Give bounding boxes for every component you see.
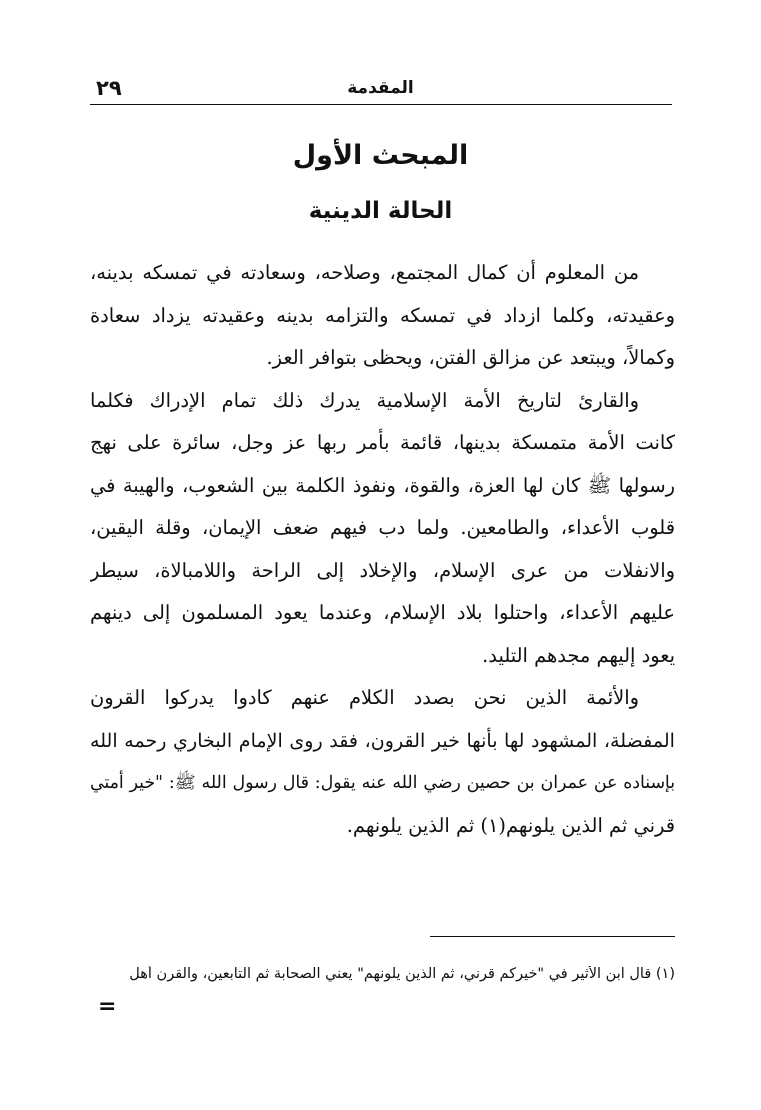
text-line: قرني ثم الذين يلونهم(١) ثم الذين يلونهم. [346,813,675,837]
paragraph-3 [90,677,675,847]
running-title: المقدمة [347,78,414,98]
page-header [90,72,671,106]
text-line: وكمالاً، ويبتعد عن مزالق الفتن، ويحظى بتوافر العز. [266,346,675,369]
text-line: المفضلة، المشهود لها بأنها خير القرون، فقد روى الإمام البخاري رحمه الله [90,728,675,752]
text-line: رسولها ﷺ كان لها العزة، والقوة، ونفوذ الكلمة بين الشعوب، والهيبة في [90,473,675,497]
footnote: (١) قال ابن الأثير في "خيركم قرني، ثم الذين يلونهم" يعني الصحابة ثم التابعين، والقرن أهل [129,966,675,982]
text-line: وعقيدته، وكلما ازداد في تمسكه والتزامه بدينه وعقيدته يزداد سعادة [90,303,675,327]
text-line: بإسناده عن عمران بن حصين رضي الله عنه يقول: قال رسول الله ﷺ: "خير أمتي [90,773,675,793]
text-line: كانت الأمة متمسكة بدينها، قائمة بأمر ربها عز وجل، سائرة على نهج [90,431,675,454]
text-line: عليهم الأعداء، واحتلوا بلاد الإسلام، وعندما يعود المسلمون إلى دينهم [90,601,675,624]
text-line: والقارئ لتاريخ الأمة الإسلامية يدرك ذلك تمام الإدراك فكلما [90,388,639,412]
text-line: من المعلوم أن كمال المجتمع، وصلاحه، وسعادته في تمسكه بدينه، [90,261,639,284]
section-title: الحالة الدينية [308,198,453,224]
text-line: والانفلات من عرى الإسلام، والإخلاد إلى الراحة واللامبالاة، سيطر [90,558,675,582]
page-number: ٢٩ [96,76,122,100]
paragraph-2 [90,380,675,678]
text-line: يعود إليهم مجدهم التليد. [482,643,675,667]
text-line: والأئمة الذين نحن بصدد الكلام عنهم كادوا يدركوا القرون [90,686,639,709]
body-text [90,252,675,847]
text-line: قلوب الأعداء، والطامعين. ولما دب فيهم ضعف الإيمان، وقلة اليقين، [90,516,675,539]
footnote-separator [430,936,675,937]
chapter-title: المبحث الأول [292,140,469,171]
paragraph-1 [90,252,675,380]
header-rule [90,104,672,105]
footnote-continuation-mark: = [98,994,117,1019]
